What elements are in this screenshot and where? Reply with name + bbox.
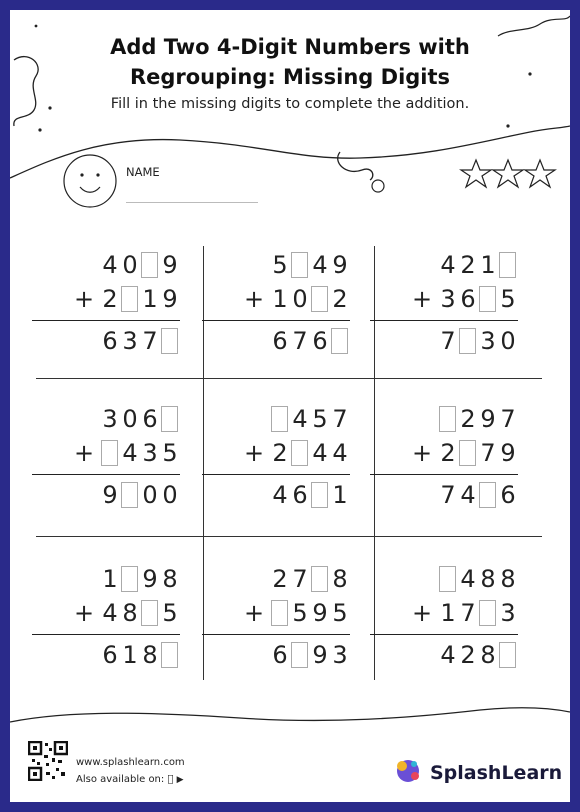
digit: 4 <box>272 481 288 509</box>
plus-sign: + <box>244 439 265 467</box>
missing-digit-box[interactable] <box>311 482 328 508</box>
digit: 3 <box>480 327 496 355</box>
digit: 8 <box>500 565 516 593</box>
digit: 4 <box>122 439 138 467</box>
sum-line <box>32 634 180 635</box>
digit: 5 <box>162 439 178 467</box>
addition-problem <box>30 562 180 682</box>
digit: 7 <box>440 481 456 509</box>
qr-code-icon <box>28 741 68 781</box>
sum-line <box>32 474 180 475</box>
missing-digit-box[interactable] <box>291 252 308 278</box>
sum-line <box>370 320 518 321</box>
missing-digit-box[interactable] <box>311 286 328 312</box>
missing-digit-box[interactable] <box>271 406 288 432</box>
missing-digit-box[interactable] <box>161 642 178 668</box>
number-row <box>270 402 350 436</box>
digit: 5 <box>162 599 178 627</box>
plus-sign: + <box>412 599 433 627</box>
smiley-face-icon <box>64 155 116 207</box>
digit: 9 <box>142 565 158 593</box>
star-icon <box>461 160 491 187</box>
splashlearn-logo-icon <box>397 760 419 782</box>
digit: 7 <box>332 405 348 433</box>
digit: 8 <box>332 565 348 593</box>
addition-problem <box>200 402 350 522</box>
star-icon <box>525 160 555 187</box>
number-row <box>100 562 180 596</box>
number-row <box>438 402 518 436</box>
addend-row <box>412 596 518 630</box>
digit: 7 <box>142 327 158 355</box>
plus-sign: + <box>244 285 265 313</box>
number-row <box>270 248 350 282</box>
addition-problem <box>200 562 350 682</box>
digit: 5 <box>500 285 516 313</box>
digit: 6 <box>500 481 516 509</box>
number-row <box>100 478 180 512</box>
digit: 1 <box>102 565 118 593</box>
digit: 1 <box>332 481 348 509</box>
digit: 2 <box>460 641 476 669</box>
addend-row <box>74 596 180 630</box>
bubble-decoration <box>372 180 384 192</box>
number-row <box>270 562 350 596</box>
sum-line <box>32 320 180 321</box>
missing-digit-box[interactable] <box>121 286 138 312</box>
addend-row <box>244 282 350 316</box>
addition-problem <box>200 248 350 368</box>
digit: 0 <box>122 405 138 433</box>
digit: 1 <box>272 285 288 313</box>
number-row <box>100 638 180 672</box>
digit: 1 <box>122 641 138 669</box>
digit: 6 <box>312 327 328 355</box>
digit: 6 <box>142 405 158 433</box>
digit: 7 <box>292 327 308 355</box>
missing-digit-box[interactable] <box>459 440 476 466</box>
missing-digit-box[interactable] <box>331 328 348 354</box>
digit: 5 <box>332 599 348 627</box>
number-row <box>438 478 518 512</box>
brand-name: SplashLearn <box>430 762 563 784</box>
number-row <box>438 638 518 672</box>
digit: 8 <box>480 565 496 593</box>
grid-divider <box>36 536 542 537</box>
instructions: Fill in the missing digits to complete the addition. <box>110 96 470 112</box>
digit: 9 <box>312 641 328 669</box>
addend-row <box>244 596 350 630</box>
missing-digit-box[interactable] <box>161 406 178 432</box>
addition-problem <box>30 402 180 522</box>
available-on-label: Also available on: ▶ <box>76 774 184 785</box>
digit: 6 <box>292 481 308 509</box>
number-row <box>270 324 350 358</box>
addend-row <box>74 436 180 470</box>
digit: 0 <box>500 327 516 355</box>
website-link[interactable]: www.splashlearn.com <box>76 757 185 768</box>
missing-digit-box[interactable] <box>291 440 308 466</box>
number-row <box>100 324 180 358</box>
sum-line <box>202 474 350 475</box>
missing-digit-box[interactable] <box>499 642 516 668</box>
addition-problem <box>368 248 518 368</box>
digit: 6 <box>460 285 476 313</box>
plus-sign: + <box>74 285 95 313</box>
missing-digit-box[interactable] <box>311 566 328 592</box>
digit: 0 <box>162 481 178 509</box>
missing-digit-box[interactable] <box>141 600 158 626</box>
digit: 1 <box>142 285 158 313</box>
missing-digit-box[interactable] <box>141 252 158 278</box>
digit: 6 <box>272 327 288 355</box>
addend-row <box>244 436 350 470</box>
digit: 0 <box>122 251 138 279</box>
missing-digit-box[interactable] <box>479 286 496 312</box>
digit: 2 <box>460 251 476 279</box>
plus-sign: + <box>412 439 433 467</box>
grid-divider <box>36 378 542 379</box>
digit: 9 <box>102 481 118 509</box>
digit: 3 <box>500 599 516 627</box>
digit: 7 <box>480 439 496 467</box>
plus-sign: + <box>412 285 433 313</box>
apple-icon[interactable] <box>167 774 173 785</box>
digit: 4 <box>460 481 476 509</box>
digit: 7 <box>500 405 516 433</box>
digit: 9 <box>162 251 178 279</box>
missing-digit-box[interactable] <box>121 482 138 508</box>
missing-digit-box[interactable] <box>161 328 178 354</box>
plus-sign: + <box>74 599 95 627</box>
missing-digit-box[interactable] <box>291 642 308 668</box>
digit: 5 <box>312 405 328 433</box>
digit: 4 <box>332 439 348 467</box>
digit: 2 <box>460 405 476 433</box>
digit: 9 <box>312 599 328 627</box>
digit: 8 <box>480 641 496 669</box>
missing-digit-box[interactable] <box>121 566 138 592</box>
digit: 7 <box>440 327 456 355</box>
swirl-decoration <box>338 152 373 180</box>
digit: 2 <box>440 439 456 467</box>
digit: 3 <box>332 641 348 669</box>
digit: 2 <box>332 285 348 313</box>
number-row <box>100 402 180 436</box>
digit: 9 <box>500 439 516 467</box>
digit: 5 <box>292 599 308 627</box>
digit: 4 <box>440 641 456 669</box>
number-row <box>438 324 518 358</box>
digit: 6 <box>102 327 118 355</box>
addend-row <box>412 436 518 470</box>
dot-decoration <box>506 124 509 127</box>
worksheet <box>10 10 570 802</box>
digit: 6 <box>102 641 118 669</box>
digit: 1 <box>480 251 496 279</box>
digit: 0 <box>292 285 308 313</box>
digit: 4 <box>292 405 308 433</box>
dot-decoration <box>35 25 38 28</box>
number-row <box>270 638 350 672</box>
digit: 5 <box>272 251 288 279</box>
addend-row <box>74 282 180 316</box>
addition-problem <box>30 248 180 368</box>
missing-digit-box[interactable] <box>499 252 516 278</box>
digit: 2 <box>272 565 288 593</box>
digit: 4 <box>312 251 328 279</box>
digit: 3 <box>102 405 118 433</box>
sum-line <box>370 474 518 475</box>
addend-row <box>412 282 518 316</box>
digit: 4 <box>102 251 118 279</box>
missing-digit-box[interactable] <box>479 482 496 508</box>
plus-sign: + <box>244 599 265 627</box>
number-row <box>438 562 518 596</box>
sum-line <box>370 634 518 635</box>
digit: 3 <box>122 327 138 355</box>
worksheet-title: Add Two 4-Digit Numbers with Regrouping: Missing Digits <box>110 35 470 89</box>
digit: 2 <box>102 285 118 313</box>
addition-problem <box>368 402 518 522</box>
digit: 2 <box>272 439 288 467</box>
digit: 4 <box>312 439 328 467</box>
digit: 6 <box>272 641 288 669</box>
addition-problem <box>368 562 518 682</box>
missing-digit-box[interactable] <box>479 600 496 626</box>
digit: 4 <box>440 251 456 279</box>
digit: 3 <box>440 285 456 313</box>
missing-digit-box[interactable] <box>439 406 456 432</box>
footer-wave <box>10 708 570 722</box>
digit: 3 <box>142 439 158 467</box>
sum-line <box>202 320 350 321</box>
digit: 0 <box>142 481 158 509</box>
digit: 8 <box>162 565 178 593</box>
digit: 7 <box>292 565 308 593</box>
digit: 7 <box>460 599 476 627</box>
digit: 8 <box>142 641 158 669</box>
digit: 4 <box>460 565 476 593</box>
digit: 8 <box>122 599 138 627</box>
digit: 9 <box>162 285 178 313</box>
sum-line <box>202 634 350 635</box>
digit: 4 <box>102 599 118 627</box>
number-row <box>438 248 518 282</box>
plus-sign: + <box>74 439 95 467</box>
digit: 9 <box>332 251 348 279</box>
number-row <box>100 248 180 282</box>
missing-digit-box[interactable] <box>101 440 118 466</box>
play-store-icon[interactable]: ▶ <box>167 775 175 785</box>
star-icon <box>493 160 523 187</box>
missing-digit-box[interactable] <box>459 328 476 354</box>
name-label: NAME <box>126 165 160 179</box>
dot-decoration <box>38 128 41 131</box>
missing-digit-box[interactable] <box>271 600 288 626</box>
number-row <box>270 478 350 512</box>
digit: 1 <box>440 599 456 627</box>
name-line <box>126 202 258 203</box>
digit: 9 <box>480 405 496 433</box>
missing-digit-box[interactable] <box>439 566 456 592</box>
